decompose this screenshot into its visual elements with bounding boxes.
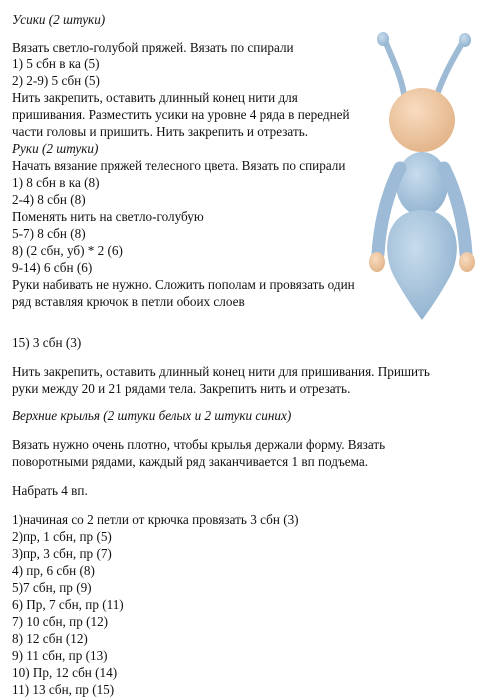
pattern-line: 8) (2 сбн, уб) * 2 (6) [12, 243, 123, 258]
pattern-line: 1)начиная со 2 петли от крючка провязать 3 сбн (3) [12, 512, 299, 527]
pattern-line: 9-14) 6 сбн (6) [12, 260, 93, 275]
pattern-line: 6) Пр, 7 сбн, пр (11) [12, 597, 124, 612]
pattern-line: 15) 3 сбн (3) [12, 335, 82, 350]
pattern-line: Начать вязание пряжей телесного цвета. Вязать по спирали [12, 158, 346, 173]
pattern-line: Вязать светло-голубой пряжей. Вязать по спирали [12, 40, 294, 55]
pattern-line: 1) 5 сбн в ка (5) [12, 56, 100, 71]
pattern-line: пришивания. Разместить усики на уровне 4 ряда в передней [12, 107, 350, 122]
pattern-line: 7) 10 сбн, пр (12) [12, 614, 109, 629]
pattern-line: Нить закрепить, оставить длинный конец нити для [12, 90, 298, 105]
pattern-line: 1) 8 сбн в ка (8) [12, 175, 100, 190]
pattern-line: Руки набивать не нужно. Сложить пополам и провязать один [12, 277, 355, 292]
doll-lower-body [387, 210, 457, 320]
pattern-line: 9) 11 сбн, пр (13) [12, 648, 108, 663]
pattern-line: ряд вставляя крючок в петли обоих слоев [12, 294, 245, 309]
crochet-doll-photo [360, 32, 488, 322]
pattern-line: 2-4) 8 сбн (8) [12, 192, 86, 207]
doll-upper-body [396, 152, 448, 216]
pattern-line: руки между 20 и 21 рядами тела. Закрепить нить и отрезать. [12, 381, 351, 396]
section-heading: Верхние крылья (2 штуки белых и 2 штуки синих) [12, 408, 292, 423]
pattern-line: Нить закрепить, оставить длинный конец нити для пришивания. Пришить [12, 364, 430, 379]
antenna-right [438, 33, 471, 92]
pattern-line: 5)7 сбн, пр (9) [12, 580, 92, 595]
pattern-line: 8) 12 сбн (12) [12, 631, 88, 646]
section-heading: Руки (2 штуки) [12, 141, 99, 156]
antenna-left [377, 32, 404, 94]
pattern-line: 11) 13 сбн, пр (15) [12, 682, 115, 697]
pattern-line: Вязать нужно очень плотно, чтобы крылья держали форму. Вязать [12, 437, 386, 452]
pattern-line: 2) 2-9) 5 сбн (5) [12, 73, 100, 88]
pattern-line: Поменять нить на светло-голубую [12, 209, 204, 224]
pattern-line: поворотными рядами, каждый ряд заканчивается 1 вп подъема. [12, 454, 369, 469]
pattern-line: 10) Пр, 12 сбн (14) [12, 665, 118, 680]
pattern-line: 5-7) 8 сбн (8) [12, 226, 86, 241]
pattern-line: Набрать 4 вп. [12, 483, 88, 498]
pattern-line: 2)пр, 1 сбн, пр (5) [12, 529, 112, 544]
pattern-line: 4) пр, 6 сбн (8) [12, 563, 95, 578]
pattern-line: 3)пр, 3 сбн, пр (7) [12, 546, 112, 561]
pattern-line: части головы и пришить. Нить закрепить и отрезать. [12, 124, 309, 139]
section-heading: Усики (2 штуки) [12, 12, 106, 27]
